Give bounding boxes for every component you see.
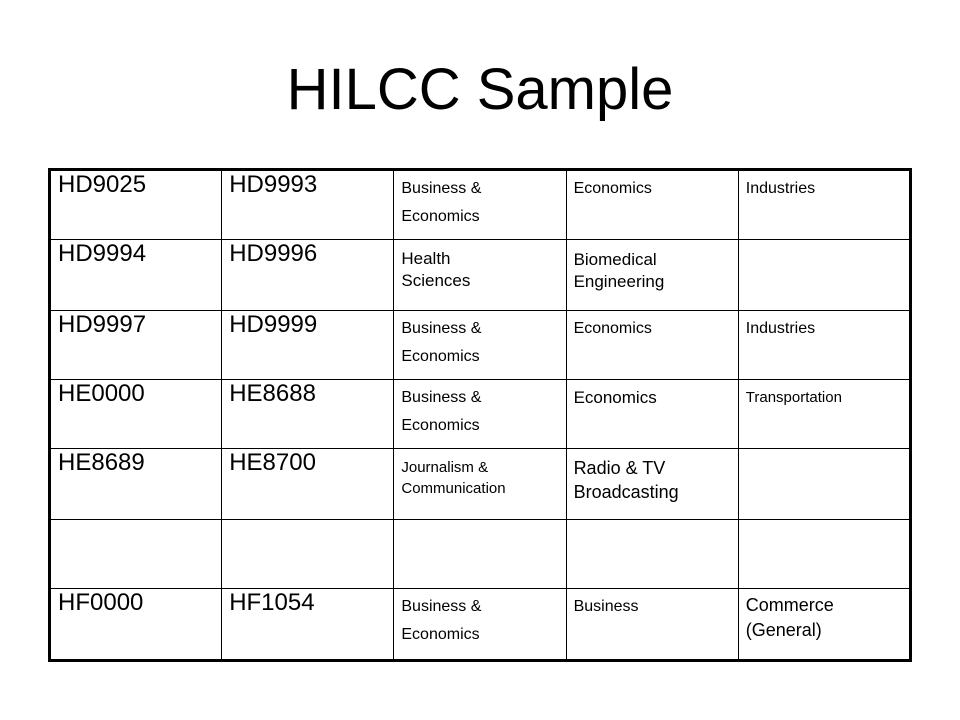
hilcc-sample-table — [48, 168, 912, 662]
subject-cell — [566, 240, 738, 311]
call-number-start-cell — [50, 520, 222, 589]
category-cell — [394, 520, 566, 589]
topic-cell — [738, 240, 910, 311]
category-cell — [394, 311, 566, 380]
topic-line — [746, 520, 902, 526]
table-row — [50, 449, 911, 520]
topic-line: Industries — [745, 180, 816, 197]
topic-cell — [738, 449, 910, 520]
category-line: Business & — [401, 320, 482, 337]
category-line: Journalism & — [401, 459, 489, 476]
category-cell — [394, 170, 566, 240]
subject-cell — [566, 380, 738, 449]
category-cell — [394, 240, 566, 311]
subject-line — [574, 520, 731, 526]
topic-line: Commerce — [745, 595, 834, 615]
call-number-start-cell: HE8689 — [50, 449, 222, 520]
category-line: Sciences — [401, 271, 471, 290]
category-cell — [394, 380, 566, 449]
call-number-end-cell: HD9993 — [222, 170, 394, 240]
category-line: Economics — [401, 348, 480, 365]
table-row — [50, 589, 911, 661]
subject-line: Business — [573, 598, 639, 615]
topic-line — [746, 240, 902, 246]
call-number-end-cell: HE8688 — [222, 380, 394, 449]
call-number-end-cell: HF1054 — [222, 589, 394, 661]
call-number-start-cell: HF0000 — [50, 589, 222, 661]
category-line: Communication — [401, 480, 506, 497]
topic-line: (General) — [745, 620, 822, 640]
subject-line: Economics — [573, 180, 652, 197]
category-line: Economics — [401, 626, 480, 643]
slide-title: HILCC Sample — [286, 57, 674, 122]
subject-cell — [566, 449, 738, 520]
call-number-start-cell: HD9025 — [50, 170, 222, 240]
subject-cell — [566, 589, 738, 661]
subject-line: Biomedical — [573, 250, 657, 269]
subject-line: Broadcasting — [573, 482, 679, 502]
category-line — [401, 520, 558, 526]
subject-line: Radio & TV — [573, 458, 666, 478]
call-number-end-cell: HD9999 — [222, 311, 394, 380]
topic-line — [746, 449, 902, 455]
subject-line: Economics — [573, 388, 657, 407]
table-row — [50, 170, 911, 240]
topic-line: Transportation — [745, 389, 842, 406]
subject-cell — [566, 311, 738, 380]
call-number-start-cell: HD9997 — [50, 311, 222, 380]
category-cell — [394, 449, 566, 520]
topic-cell — [738, 311, 910, 380]
category-cell — [394, 589, 566, 661]
category-line: Business & — [401, 598, 482, 615]
call-number-end-cell: HE8700 — [222, 449, 394, 520]
category-line: Business & — [401, 389, 482, 406]
category-line: Business & — [401, 180, 482, 197]
category-line: Health — [401, 249, 451, 268]
call-number-end-cell: HD9996 — [222, 240, 394, 311]
subject-cell — [566, 170, 738, 240]
topic-cell — [738, 520, 910, 589]
table-row — [50, 240, 911, 311]
table-row — [50, 520, 911, 589]
topic-cell — [738, 589, 910, 661]
table-row — [50, 380, 911, 449]
call-number-start-cell: HD9994 — [50, 240, 222, 311]
topic-cell — [738, 170, 910, 240]
subject-line: Engineering — [573, 272, 665, 291]
call-number-start-cell: HE0000 — [50, 380, 222, 449]
topic-line: Industries — [745, 320, 816, 337]
category-line: Economics — [401, 208, 480, 225]
table-row — [50, 311, 911, 380]
category-line: Economics — [401, 417, 480, 434]
call-number-end-cell — [222, 520, 394, 589]
subject-cell — [566, 520, 738, 589]
topic-cell — [738, 380, 910, 449]
subject-line: Economics — [573, 320, 652, 337]
